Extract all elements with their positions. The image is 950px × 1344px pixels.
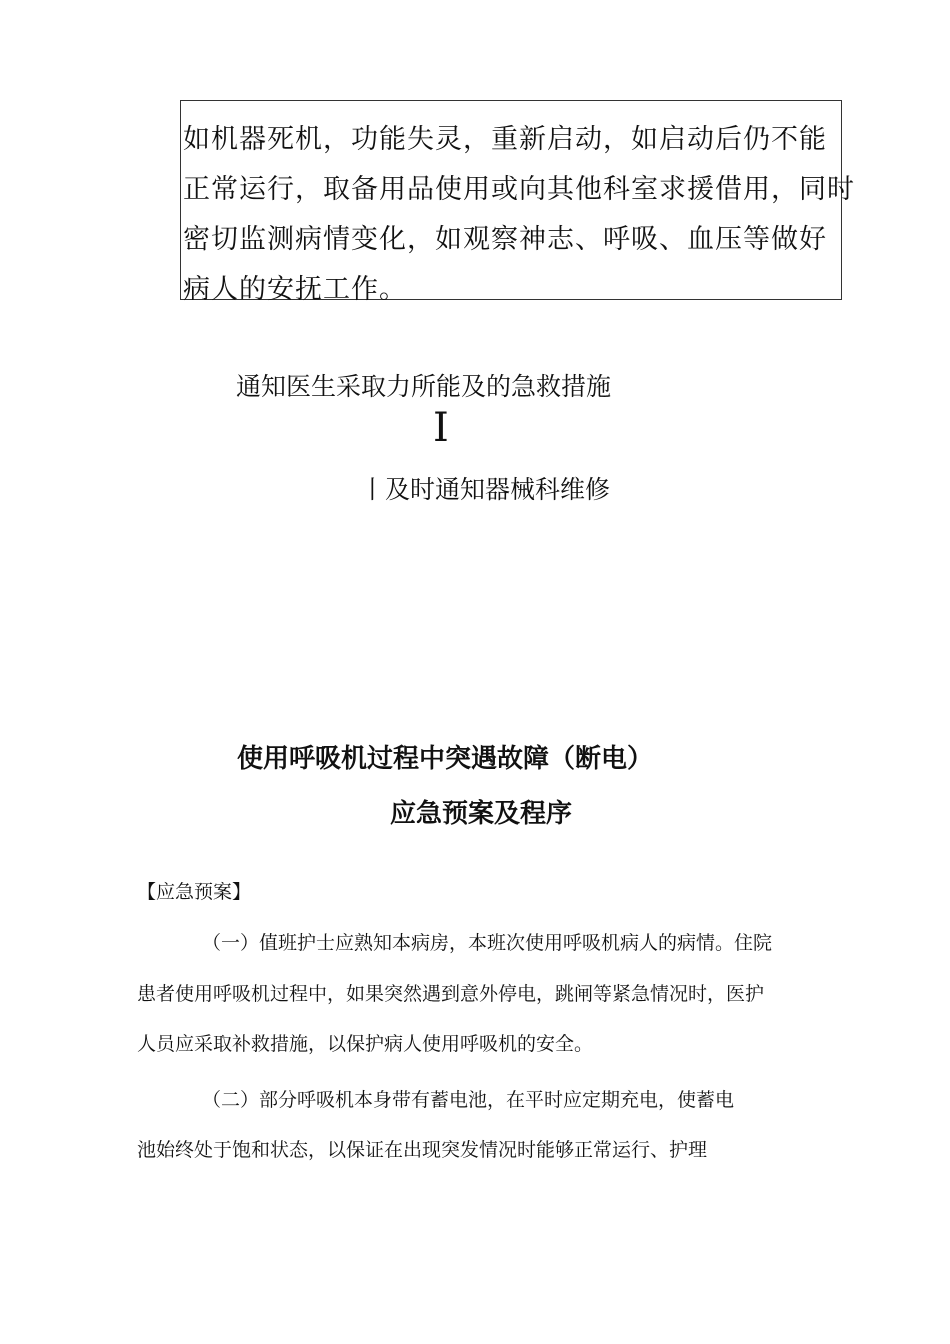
para2-line-2: 池始终处于饱和状态，以保证在出现突发情况时能够正常运行、护理 <box>137 1139 708 1161</box>
para2-line-1: （二）部分呼吸机本身带有蓄电池，在平时应定期充电，使蓄电 <box>202 1089 735 1111</box>
section-title-line-2: 应急预案及程序 <box>390 799 573 829</box>
section-title-line-1: 使用呼吸机过程中突遇故障（断电） <box>237 744 654 774</box>
flowchart-box <box>180 100 855 305</box>
box-line-2: 正常运行，取备用品使用或向其他科室求援借用，同时 <box>183 174 855 205</box>
box-line-4: 病人的安抚工作。 <box>183 274 407 305</box>
para1-line-3: 人员应采取补救措施，以保护病人使用呼吸机的安全。 <box>137 1033 594 1055</box>
plan-heading: 【应急预案】 <box>137 881 252 903</box>
para1-line-1: （一）值班护士应熟知本病房，本班次使用呼吸机病人的病情。住院 <box>202 932 773 954</box>
flow-step-notify-equipment: 丨及时通知器械科维修 <box>360 475 611 504</box>
para1-line-2: 患者使用呼吸机过程中，如果突然遇到意外停电，跳闸等紧急情况时，医护 <box>137 983 765 1005</box>
flow-connector: I <box>433 405 449 451</box>
flow-step-notify-doctor: 通知医生采取力所能及的急救措施 <box>236 372 612 401</box>
box-line-1: 如机器死机，功能失灵，重新启动，如启动后仍不能 <box>183 124 827 155</box>
box-line-3: 密切监测病情变化，如观察神志、呼吸、血压等做好 <box>183 224 827 255</box>
